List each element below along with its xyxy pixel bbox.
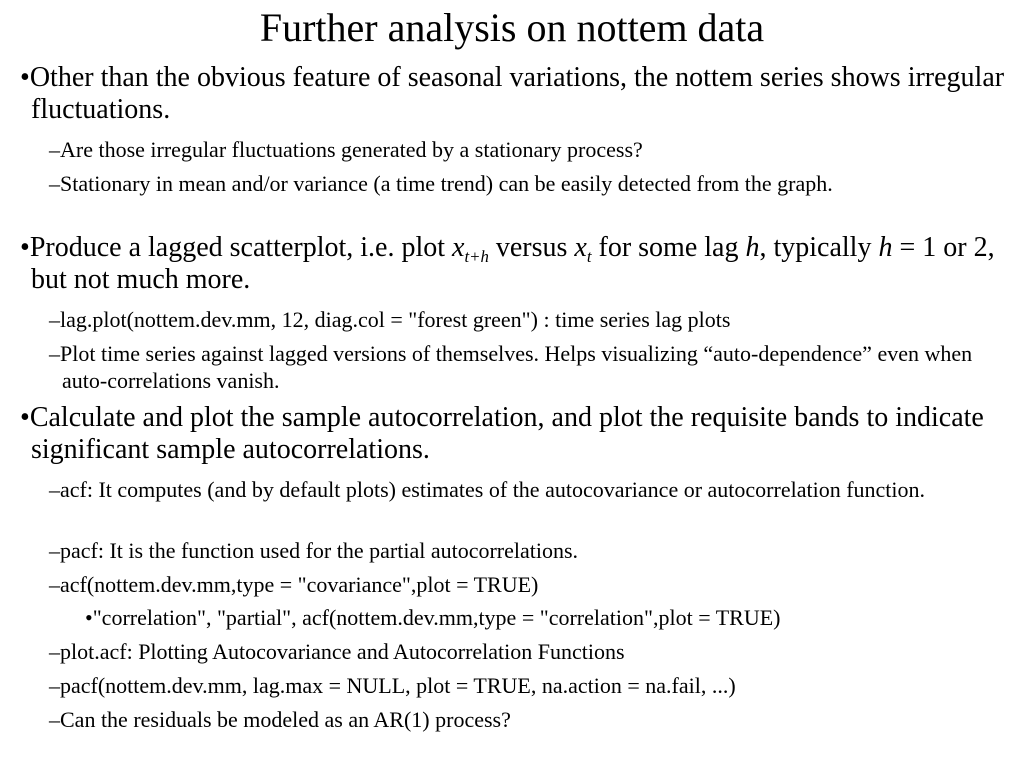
bullet-text-part: versus: [488, 232, 575, 263]
bullet-text: Other than the obvious feature of seasonal variations, the nottem series shows irregular fluctuations.: [29, 62, 1005, 125]
dash-marker: –: [49, 307, 60, 332]
math-h: h: [878, 232, 893, 263]
sub-bullet-auto-dependence: [49, 340, 1022, 394]
sub-bullet-pacf-call: [49, 672, 1022, 699]
sub-bullet-text: lag.plot(nottem.dev.mm, 12, diag.col = "forest green") : time series lag plots: [60, 307, 731, 332]
bullet-marker: •: [20, 402, 30, 433]
math-x: x: [452, 232, 465, 263]
math-h: h: [745, 232, 760, 263]
sub-bullet-text: Can the residuals be modeled as an AR(1) process?: [60, 707, 511, 732]
dash-marker: –: [49, 673, 60, 698]
bullet-text-part: for some lag: [591, 232, 746, 263]
bullet-text-part: , typically: [759, 232, 879, 263]
dash-marker: –: [49, 639, 60, 664]
sub-bullet-plot-acf: [49, 638, 1022, 665]
sub-sub-bullet-text: "correlation", "partial", acf(nottem.dev.mm,type = "correlation",plot = TRUE): [92, 605, 781, 630]
sub-bullet-text: plot.acf: Plotting Autocovariance and Autocorrelation Functions: [60, 639, 625, 664]
slide-title: Further analysis on nottem data: [259, 5, 765, 50]
sub-bullet-acf-covariance: [49, 571, 1022, 598]
bullet-sample-autocorrelation: [20, 402, 1011, 466]
sub-bullet-stationary-mean: [49, 170, 1022, 197]
sub-bullet-acf: [49, 476, 1022, 503]
sub-bullet-ar1-question: [49, 706, 1022, 733]
bullet-seasonal-variations: [20, 62, 1011, 126]
dash-marker: –: [49, 341, 60, 366]
dash-marker: –: [49, 572, 60, 597]
bullet-text: Calculate and plot the sample autocorrelation, and plot the requisite bands to indicate significant sample autocorrelations.: [29, 402, 984, 465]
math-x: x: [574, 232, 587, 263]
sub-sub-bullet-correlation-partial: [85, 604, 1015, 631]
bullet-marker: •: [20, 62, 30, 93]
sub-bullet-text: Stationary in mean and/or variance (a time trend) can be easily detected from the graph.: [60, 171, 833, 196]
dash-marker: –: [49, 538, 60, 563]
bullet-text-part: Produce a lagged scatterplot, i.e. plot: [29, 232, 453, 263]
dash-marker: –: [49, 477, 60, 502]
sub-bullet-pacf: [49, 537, 1022, 564]
dash-marker: –: [49, 137, 60, 162]
sub-bullet-text: acf(nottem.dev.mm,type = "covariance",plot = TRUE): [60, 572, 539, 597]
sub-bullet-text: Plot time series against lagged versions of themselves. Helps visualizing “auto-dependence” even when auto-correlations vanish.: [60, 341, 973, 393]
sub-bullet-text: pacf: It is the function used for the partial autocorrelations.: [60, 538, 579, 563]
dash-marker: –: [49, 707, 60, 732]
sub-bullet-stationary-question: [49, 136, 1022, 163]
bullet-text-part: = 1 or 2, but not much more.: [31, 232, 995, 295]
bullet-marker: •: [20, 232, 30, 263]
dash-marker: –: [49, 171, 60, 196]
bullet-lagged-scatterplot: [20, 232, 1011, 296]
sub-bullet-text: pacf(nottem.dev.mm, lag.max = NULL, plot = TRUE, na.action = na.fail, ...): [60, 673, 736, 698]
bullet-marker: •: [85, 605, 93, 630]
sub-bullet-lag-plot: [49, 306, 1022, 333]
math-subscript: t+h: [464, 246, 489, 266]
math-subscript: t: [586, 246, 592, 266]
sub-bullet-text: Are those irregular fluctuations generated by a stationary process?: [60, 137, 643, 162]
sub-bullet-text: acf: It computes (and by default plots) estimates of the autocovariance or autocorrelation function.: [60, 477, 926, 502]
